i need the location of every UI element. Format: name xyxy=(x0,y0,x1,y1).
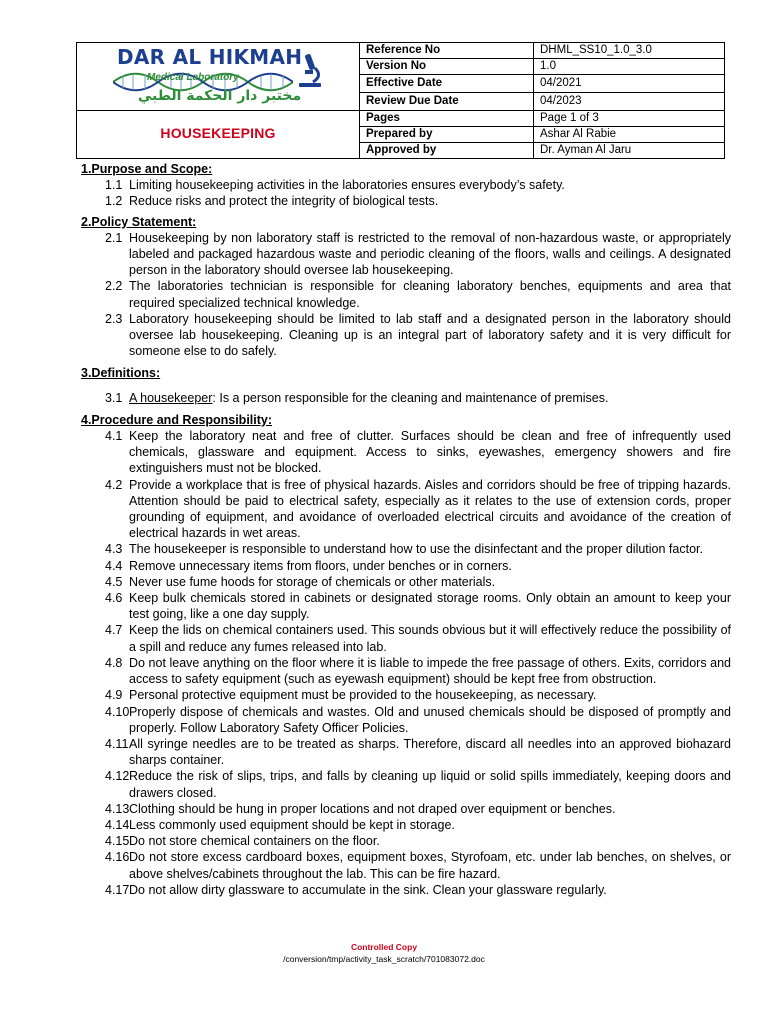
item-text: Clothing should be hung in proper locations and not draped over equipment or benches. xyxy=(129,801,616,816)
list-item xyxy=(81,477,731,542)
logo-cell xyxy=(77,43,360,111)
list-item xyxy=(81,177,731,193)
list-item xyxy=(81,655,731,687)
field-value-version: 1.0 xyxy=(534,59,725,75)
item-number: 4.3 xyxy=(105,542,123,557)
item-text: Do not store excess cardboard boxes, equipment boxes, Styrofoam, etc. under lab benches, on shelves, or above shelves/cabinets throughout the lab. This can be fire hazard. xyxy=(129,850,731,881)
document-body xyxy=(81,161,731,898)
item-number: 4.11 xyxy=(105,736,129,751)
field-label-prepared-by: Prepared by xyxy=(360,127,534,143)
document-title: HOUSEKEEPING xyxy=(160,125,276,141)
list-item xyxy=(81,230,731,279)
item-number: 4.2 xyxy=(105,477,123,492)
item-text: Do not allow dirty glassware to accumulate in the sink. Clean your glassware regularly. xyxy=(129,882,607,897)
item-text: Less commonly used equipment should be kept in storage. xyxy=(129,817,455,832)
field-value-prepared-by: Ashar Al Rabie xyxy=(534,127,725,143)
section-heading-purpose: 1.Purpose and Scope: xyxy=(81,162,213,176)
item-text: Do not leave anything on the floor where it is liable to impede the free passage of others. Exits, corridors and access to safety equipment (such as eyewash equipment) should be kept free from obstruction. xyxy=(129,655,731,687)
item-number: 3.1 xyxy=(105,390,123,405)
item-number: 4.6 xyxy=(105,591,123,606)
list-item xyxy=(81,704,731,736)
list-item xyxy=(81,801,731,817)
item-number: 4.14 xyxy=(105,817,130,832)
item-text: Do not store chemical containers on the floor. xyxy=(129,834,380,849)
item-number: 4.15 xyxy=(105,834,130,849)
item-text: Keep bulk chemicals stored in cabinets or designated storage rooms. Only obtain an amount to keep your test going, like a one day supply. xyxy=(129,591,731,622)
item-text: The housekeeper is responsible to understand how to use the disinfectant and the proper dilution factor. xyxy=(129,542,703,557)
field-label-version: Version No xyxy=(360,59,534,75)
field-value-reference: DHML_SS10_1.0_3.0 xyxy=(534,43,725,59)
item-text: Keep the lids on chemical containers used. This sounds obvious but it will effectively reduce the possibility of a spill and reduce any fumes released into lab. xyxy=(129,623,731,654)
item-text: Housekeeping by non laboratory staff is restricted to the removal of non-hazardous waste, or appropriately labeled and packaged hazardous waste and periodic cleaning of the floors, walls and ceilings. A designated person in the laboratory should oversee lab housekeeping. xyxy=(129,230,731,278)
item-text: Keep the laboratory neat and free of clutter. Surfaces should be clean and free of infrequently used chemicals, glassware and equipment. Access to sinks, eyewashes, emergency showers and fire extinguishers must not be blocked. xyxy=(129,429,731,476)
field-value-effective-date: 04/2021 xyxy=(534,75,725,93)
item-number: 4.1 xyxy=(105,429,123,444)
list-item xyxy=(81,278,731,310)
item-text: Remove unnecessary items from floors, under benches or in corners. xyxy=(129,558,512,573)
item-text: Limiting housekeeping activities in the laboratories ensures everybody’s safety. xyxy=(129,178,565,193)
list-item xyxy=(81,311,731,360)
section-heading-policy: 2.Policy Statement: xyxy=(81,214,197,229)
item-text: The laboratories technician is responsible for cleaning laboratory benches, equipments and area that required specialized technical knowledge. xyxy=(129,279,731,310)
list-item xyxy=(81,687,731,703)
field-label-effective-date: Effective Date xyxy=(360,75,534,93)
list-item xyxy=(81,590,731,622)
item-text: Never use fume hoods for storage of chemicals or other materials. xyxy=(129,574,496,589)
list-item xyxy=(81,849,731,881)
item-text: Laboratory housekeeping should be limited to lab staff and a designated person in the laboratory should oversee lab housekeeping. Cleaning up is an integral part of laboratory safety and it is very difficult for someone else to do safely. xyxy=(129,311,731,359)
list-item xyxy=(81,768,731,800)
title-cell xyxy=(77,111,360,159)
item-number: 4.4 xyxy=(105,558,123,573)
field-label-review-date: Review Due Date xyxy=(360,93,534,111)
item-number: 2.2 xyxy=(105,279,123,294)
item-number: 4.17 xyxy=(105,882,130,897)
controlled-copy-label: Controlled Copy xyxy=(350,942,418,952)
item-number: 2.1 xyxy=(105,230,123,245)
item-text: Personal protective equipment must be provided to the housekeeping, as necessary. xyxy=(129,688,597,703)
item-number: 4.16 xyxy=(105,850,130,865)
item-number: 4.10 xyxy=(105,704,130,719)
item-number: 4.9 xyxy=(105,688,123,703)
definition-text: : Is a person responsible for the cleaning and maintenance of premises. xyxy=(212,390,609,405)
list-item xyxy=(81,736,731,768)
list-item xyxy=(81,193,731,209)
item-number: 4.12 xyxy=(105,769,130,784)
list-item xyxy=(81,622,731,654)
list-item xyxy=(81,574,731,590)
list-item xyxy=(81,390,731,406)
logo-arabic-name: مختبر دار الحكمة الطبي xyxy=(137,87,302,104)
document-header xyxy=(76,42,725,159)
item-number: 1.2 xyxy=(105,194,123,209)
item-text: Reduce risks and protect the integrity of biological tests. xyxy=(129,194,439,209)
item-number: 4.8 xyxy=(105,655,123,670)
list-item xyxy=(81,833,731,849)
list-item xyxy=(81,428,731,477)
field-value-approved-by: Dr. Ayman Al Jaru xyxy=(534,143,725,159)
procedure-list xyxy=(81,428,731,898)
field-label-pages: Pages xyxy=(360,111,534,127)
section-heading-definitions: 3.Definitions: xyxy=(81,366,161,381)
microscope-icon xyxy=(295,52,325,90)
item-number: 4.7 xyxy=(105,623,123,638)
logo-subtitle: Medical Laboratory xyxy=(147,71,239,83)
list-item xyxy=(81,817,731,833)
field-value-review-date: 04/2023 xyxy=(534,93,725,111)
logo-name: DAR AL HIKMAH xyxy=(117,44,303,69)
list-item xyxy=(81,541,731,557)
list-item xyxy=(81,882,731,898)
item-text: Properly dispose of chemicals and wastes. Old and unused chemicals should be disposed of promptly and properly. Follow Laboratory Safety Officer Policies. xyxy=(129,704,731,735)
field-label-approved-by: Approved by xyxy=(360,143,534,159)
item-number: 2.3 xyxy=(105,311,123,326)
file-path: /conversion/tmp/activity_task_scratch/701083072.doc xyxy=(283,954,485,964)
item-number: 4.5 xyxy=(105,574,123,589)
list-item xyxy=(81,558,731,574)
item-text: Provide a workplace that is free of physical hazards. Aisles and corridors should be free of tripping hazards. Attention should be paid to electrical safety, especially as it relates to the use of extension cords, proper grounding of equipment, and avoidance of overloaded electrical circuits and avoidance of the creation of electrical hazards in wet areas. xyxy=(129,477,731,541)
section-heading-procedure: 4.Procedure and Responsibility: xyxy=(81,412,273,427)
item-text xyxy=(129,390,731,406)
field-label-reference: Reference No xyxy=(360,43,534,59)
defined-term: A housekeeper xyxy=(129,390,213,405)
item-text: All syringe needles are to be treated as sharps. Therefore, discard all needles into an approved biohazard sharps container. xyxy=(129,736,731,768)
lab-logo xyxy=(77,44,359,110)
item-number: 4.13 xyxy=(105,801,130,816)
field-value-pages: Page 1 of 3 xyxy=(534,111,725,127)
item-number: 1.1 xyxy=(105,178,123,193)
item-text: Reduce the risk of slips, trips, and falls by cleaning up liquid or solid spills immediately, keeping doors and drawers closed. xyxy=(129,769,731,800)
